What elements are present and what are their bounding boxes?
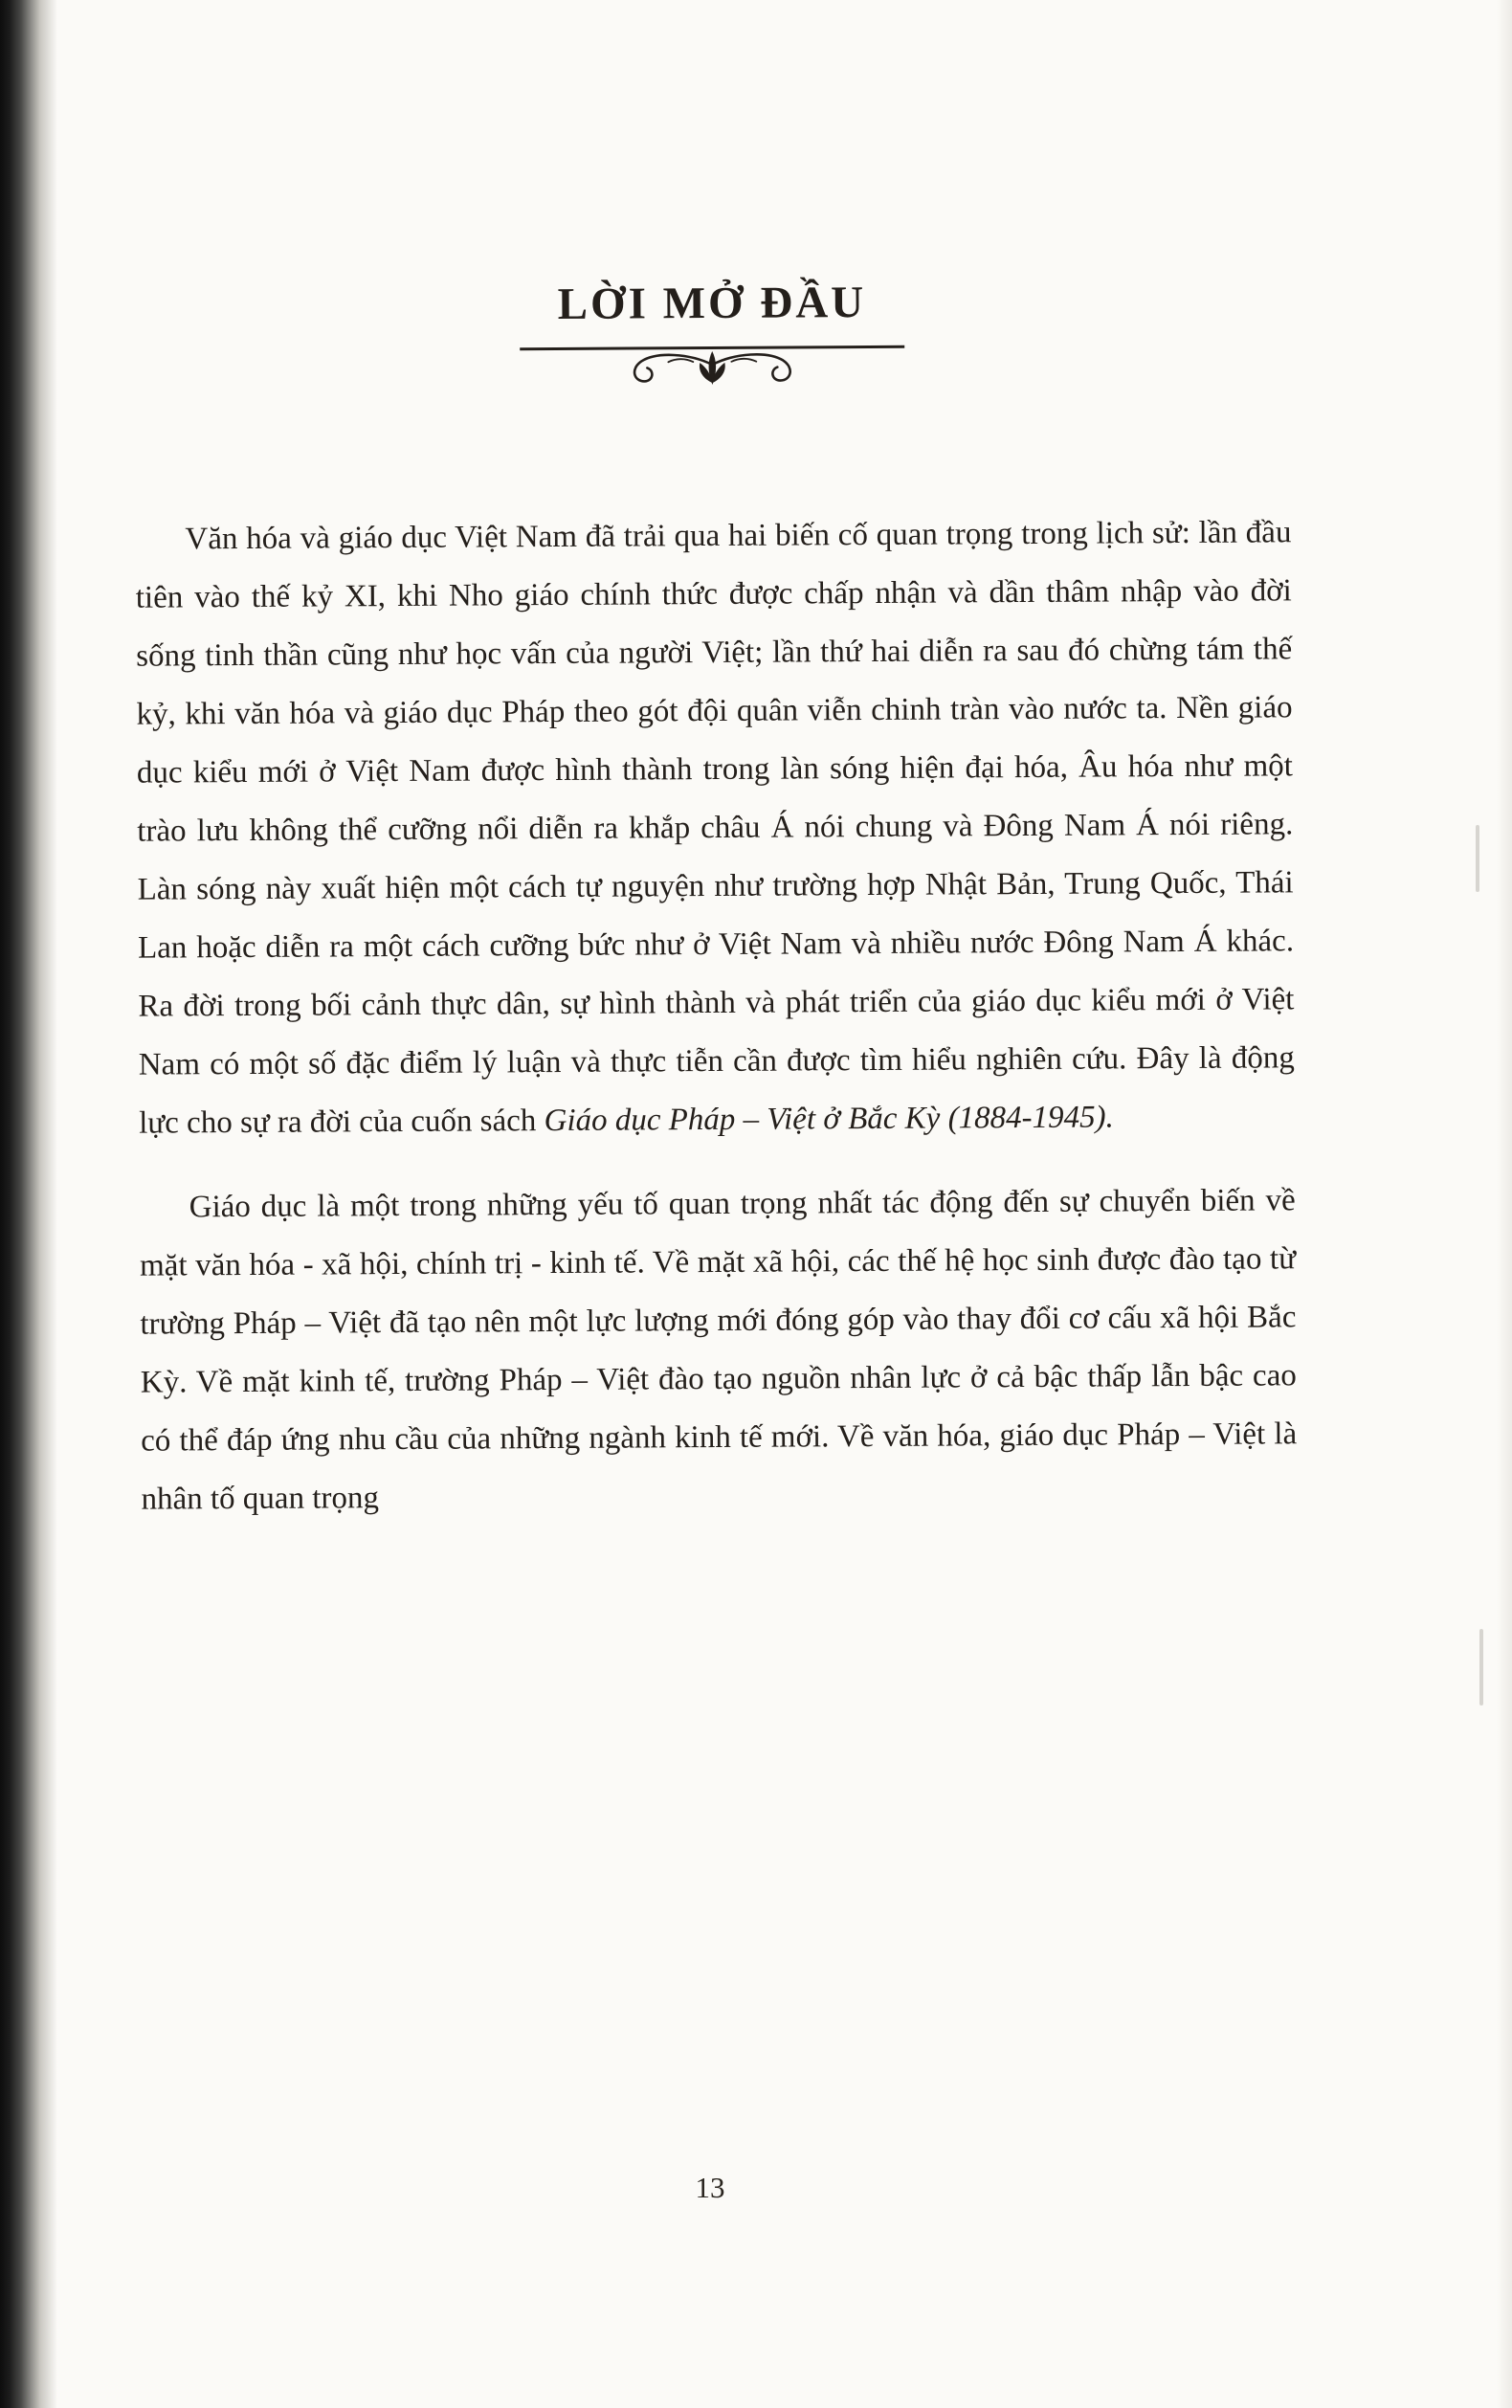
scan-artifact [1479, 1629, 1483, 1706]
chapter-heading-block [132, 0, 1290, 395]
page-content [132, 0, 1298, 1528]
paragraph-1-text: Văn hóa và giáo dục Việt Nam đã trải qua hai biến cố quan trọng trong lịch sử: lần đầu tiên vào thế kỷ XI, khi Nho giáo chính thức được chấp nhận và dần thâm nhập vào đời sống tinh thần cũng như học vấn của người Việt; lần thứ hai diễn ra sau đó chừng tám thế kỷ, khi văn hóa và giáo dục Pháp theo gót đội quân viễn chinh tràn vào nước ta. Nền giáo dục kiểu mới ở Việt Nam được hình thành trong làn sóng hiện đại hóa, Âu hóa như một trào lưu không thể cưỡng nổi diễn ra khắp châu Á nói chung và Đông Nam Á nói riêng. Làn sóng này xuất hiện một cách tự nguyện như trường hợp Nhật Bản, Trung Quốc, Thái Lan hoặc diễn ra một cách cưỡng bức như ở Việt Nam và nhiều nước Đông Nam Á khác. Ra đời trong bối cảnh thực dân, sự hình thành và phát triển của giáo dục kiểu mới ở Việt Nam có một số đặc điểm lý luận và thực tiễn cần được tìm hiểu nghiên cứu. Đây là động lực cho sự ra đời của cuốn sách [135, 514, 1295, 1141]
scan-artifact [1476, 825, 1479, 892]
paragraph-2: Giáo dục là một trong những yếu tố quan trọng nhất tác động đến sự chuyển biến về mặt văn hóa - xã hội, chính trị - kinh tế. Về mặt xã hội, các thế hệ học sinh được đào tạo từ trường Pháp – Việt đã tạo nên một lực lượng mới đóng góp vào thay đổi cơ cấu xã hội Bắc Kỳ. Về mặt kinh tế, trường Pháp – Việt đào tạo nguồn nhân lực ở cả bậc thấp lẫn bậc cao có thể đáp ứng nhu cầu của những ngành kinh tế mới. Về văn hóa, giáo dục Pháp – Việt là nhân tố quan trọng [139, 1182, 1298, 1517]
book-binding-shadow [0, 0, 57, 2408]
book-title-italic: Giáo dục Pháp – Việt ở Bắc Kỳ (1884-1945). [544, 1100, 1114, 1138]
paragraph-1 [135, 503, 1295, 1152]
chapter-title: LỜI MỞ ĐẦU [520, 279, 905, 350]
page-number: 13 [695, 2171, 725, 2204]
floral-flourish-icon [134, 345, 1290, 395]
page-edge-shading [1497, 0, 1512, 2408]
